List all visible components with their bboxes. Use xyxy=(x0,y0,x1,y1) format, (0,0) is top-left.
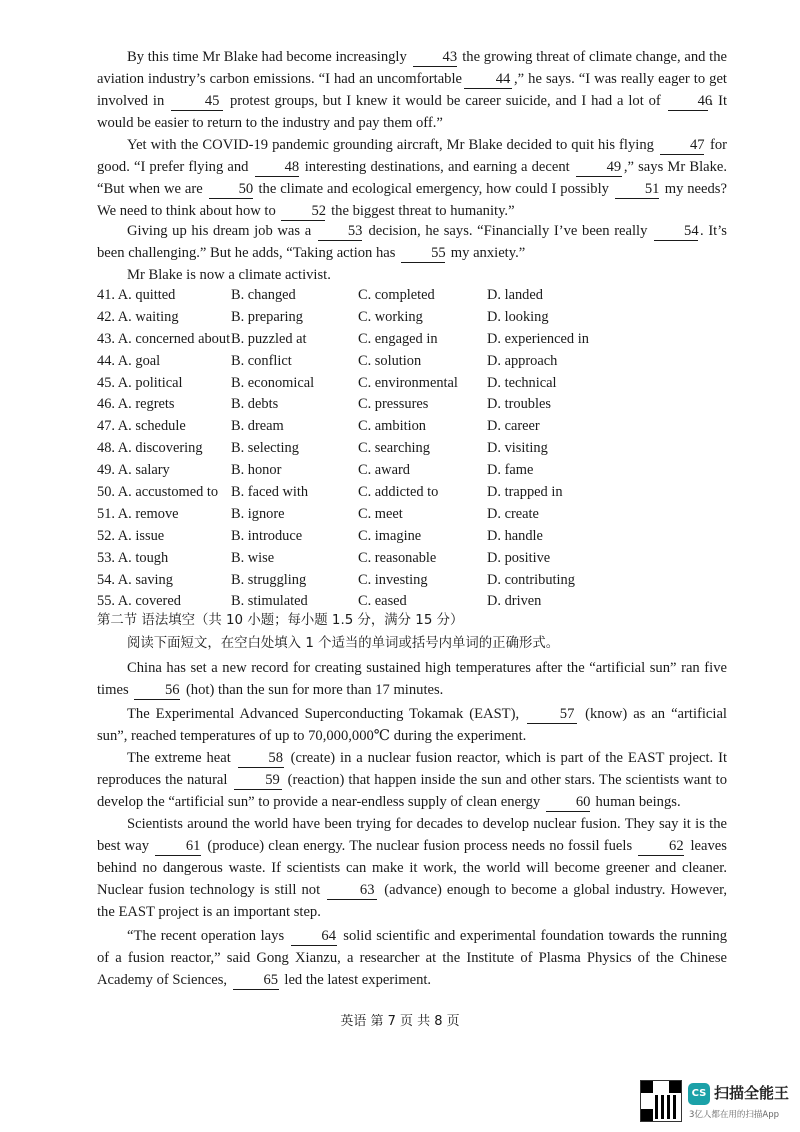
blank-54: 54 xyxy=(654,222,698,241)
option-48-c: C. searching xyxy=(358,440,430,457)
passage2-paragraph-2: The Experimental Advanced Superconducting Tokamak (EAST), 57 (know) as an “artificial sun”, reached temperatures of up to 70,000,000℃ during the experiment. xyxy=(97,706,727,744)
option-42-c: C. working xyxy=(358,308,423,325)
passage2-paragraph-4: Scientists around the world have been trying for decades to develop nuclear fusion. They say it is the best way 61 (produce) clean energy. The nuclear fusion process needs no fossil fuels 62 leaves behind no dangerous waste. If scientists can make it work, the world will become greener and cleaner. Nuclear fusion technology is still not 63 (advance) enough to become a global industry. However, the EAST project is an important step. xyxy=(97,816,727,920)
option-44-a: 44. A. goal xyxy=(97,352,161,369)
option-46-b: B. debts xyxy=(231,396,279,413)
option-43-c: C. engaged in xyxy=(358,330,438,347)
option-54-a: 54. A. saving xyxy=(97,571,173,588)
option-43-d: D. experienced in xyxy=(487,330,589,347)
blank-52: 52 xyxy=(281,202,325,221)
option-53-b: B. wise xyxy=(231,549,275,566)
section2-instruction: 阅读下面短文，在空白处填入 1 个适当的单词或括号内单词的正确形式。 xyxy=(127,636,560,651)
option-48-a: 48. A. discovering xyxy=(97,440,203,457)
option-55-d: D. driven xyxy=(487,593,542,610)
passage1-paragraph-2: Yet with the COVID-19 pandemic grounding aircraft, Mr Blake decided to quit his flying 47 for good. “I prefer flying and 48 interesting destinations, and earning a decent 49 ,” says Mr Blake. “But when we are 50 the climate and ecological emergency, how could I possibly 51 my needs? We need to think about how to 52 the biggest threat to humanity.” xyxy=(97,137,728,219)
options-grid xyxy=(97,285,627,613)
option-50-d: D. trapped in xyxy=(487,484,563,501)
option-49-b: B. honor xyxy=(231,462,282,479)
option-54-b: B. struggling xyxy=(231,571,307,588)
option-41-c: C. completed xyxy=(358,287,435,303)
section2-title: 第二节 语法填空（共 10 小题；每小题 1.5 分，满分 15 分） xyxy=(97,613,464,628)
option-49-c: C. award xyxy=(358,462,410,479)
blank-47: 47 xyxy=(660,136,704,155)
passage1-paragraph-1: By this time Mr Blake had become increasingly 43 the growing threat of climate change, and the aviation industry’s carbon emissions. “I had an uncomfortable 44 ,” he says. “I was really eager to get involved in 45 protest groups, but I knew it would be career suicide, and I had a lot of 46. It would be easier to return to the industry and pay them off.” xyxy=(97,49,727,131)
option-43-a: 43. A. concerned about xyxy=(97,330,231,347)
blank-59: 59 xyxy=(234,771,282,790)
passage2-paragraph-1: China has set a new record for creating sustained high temperatures after the “artificial sun” ran five times 56 (hot) than the sun for more than 17 minutes. xyxy=(97,660,727,698)
option-47-d: D. career xyxy=(487,418,540,435)
camscanner-logo-icon: CS xyxy=(688,1083,710,1105)
blank-49: 49 xyxy=(576,158,622,177)
option-43-b: B. puzzled at xyxy=(231,330,307,347)
passage2-paragraph-3: The extreme heat 58 (create) in a nuclear fusion reactor, which is part of the EAST project. It reproduces the natural 59 (reaction) that happen inside the sun and other stars. The scientists want to develop the “artificial sun” to provide a near-endless supply of clean energy 60 human beings. xyxy=(97,750,728,810)
blank-48: 48 xyxy=(255,158,299,177)
blank-44: 44 xyxy=(464,70,512,89)
qr-code-icon xyxy=(640,1080,682,1122)
option-46-c: C. pressures xyxy=(358,396,429,413)
blank-50: 50 xyxy=(209,180,253,199)
option-46-d: D. troubles xyxy=(487,396,551,413)
option-44-d: D. approach xyxy=(487,352,558,369)
option-51-d: D. create xyxy=(487,505,539,522)
passage1-paragraph-3: Giving up his dream job was a 53 decision, he says. “Financially I’ve been really 54. It’s been challenging.” But he adds, “Taking action has 55 my anxiety.” xyxy=(97,223,727,261)
camscanner-tagline: 3亿人都在用的扫描App xyxy=(689,1110,780,1120)
option-52-c: C. imagine xyxy=(358,527,422,544)
option-53-d: D. positive xyxy=(487,549,551,566)
option-47-a: 47. A. schedule xyxy=(97,418,186,435)
option-51-a: 51. A. remove xyxy=(97,505,179,522)
blank-64: 64 xyxy=(291,927,337,946)
blank-65: 65 xyxy=(233,971,279,990)
option-50-a: 50. A. accustomed to xyxy=(97,484,219,501)
option-55-c: C. eased xyxy=(358,593,407,610)
blank-57: 57 xyxy=(527,705,577,724)
option-55-b: B. stimulated xyxy=(231,593,308,610)
blank-63: 63 xyxy=(327,881,377,900)
option-54-d: D. contributing xyxy=(487,571,575,588)
option-48-d: D. visiting xyxy=(487,440,548,457)
option-42-b: B. preparing xyxy=(231,308,303,325)
option-45-b: B. economical xyxy=(231,374,315,391)
blank-55: 55 xyxy=(401,244,445,263)
option-47-c: C. ambition xyxy=(358,418,426,435)
page-footer: 英语 第 7 页 共 8 页 xyxy=(340,1014,460,1029)
option-49-a: 49. A. salary xyxy=(97,462,170,479)
option-41-d: D. landed xyxy=(487,287,543,303)
option-41-a: 41. A. quitted xyxy=(97,287,176,303)
option-55-a: 55. A. covered xyxy=(97,593,181,610)
option-47-b: B. dream xyxy=(231,418,284,435)
blank-62: 62 xyxy=(638,837,684,856)
option-42-a: 42. A. waiting xyxy=(97,308,179,325)
option-53-a: 53. A. tough xyxy=(97,549,169,566)
option-52-d: D. handle xyxy=(487,527,543,544)
option-54-c: C. investing xyxy=(358,571,428,588)
option-52-b: B. introduce xyxy=(231,527,303,544)
blank-51: 51 xyxy=(615,180,659,199)
blank-53: 53 xyxy=(318,222,362,241)
option-45-a: 45. A. political xyxy=(97,374,183,391)
blank-45: 45 xyxy=(171,92,223,111)
option-44-b: B. conflict xyxy=(231,352,292,369)
blank-60: 60 xyxy=(546,793,590,812)
option-49-d: D. fame xyxy=(487,462,534,479)
option-48-b: B. selecting xyxy=(231,440,299,457)
camscanner-name: 扫描全能王 xyxy=(714,1084,790,1102)
option-44-c: C. solution xyxy=(358,352,422,369)
blank-46: 46 xyxy=(668,92,708,111)
passage1-paragraph-4: Mr Blake is now a climate activist. xyxy=(127,267,331,283)
blank-58: 58 xyxy=(238,749,284,768)
option-46-a: 46. A. regrets xyxy=(97,396,175,413)
option-50-c: C. addicted to xyxy=(358,484,439,501)
option-52-a: 52. A. issue xyxy=(97,527,165,544)
option-51-b: B. ignore xyxy=(231,505,285,522)
option-51-c: C. meet xyxy=(358,505,403,522)
blank-56: 56 xyxy=(134,681,180,700)
option-53-c: C. reasonable xyxy=(358,549,437,566)
blank-43: 43 xyxy=(413,48,457,67)
option-42-d: D. looking xyxy=(487,308,549,325)
option-41-b: B. changed xyxy=(231,287,296,303)
option-50-b: B. faced with xyxy=(231,484,309,501)
option-45-c: C. environmental xyxy=(358,374,458,391)
passage2-paragraph-5: “The recent operation lays 64 solid scientific and experimental foundation towards the running of a fusion reactor,” said Gong Xianzu, a researcher at the Institute of Plasma Physics of the Chinese Academy of Sciences, 65 led the latest experiment. xyxy=(97,928,728,988)
option-45-d: D. technical xyxy=(487,374,557,391)
blank-61: 61 xyxy=(155,837,201,856)
